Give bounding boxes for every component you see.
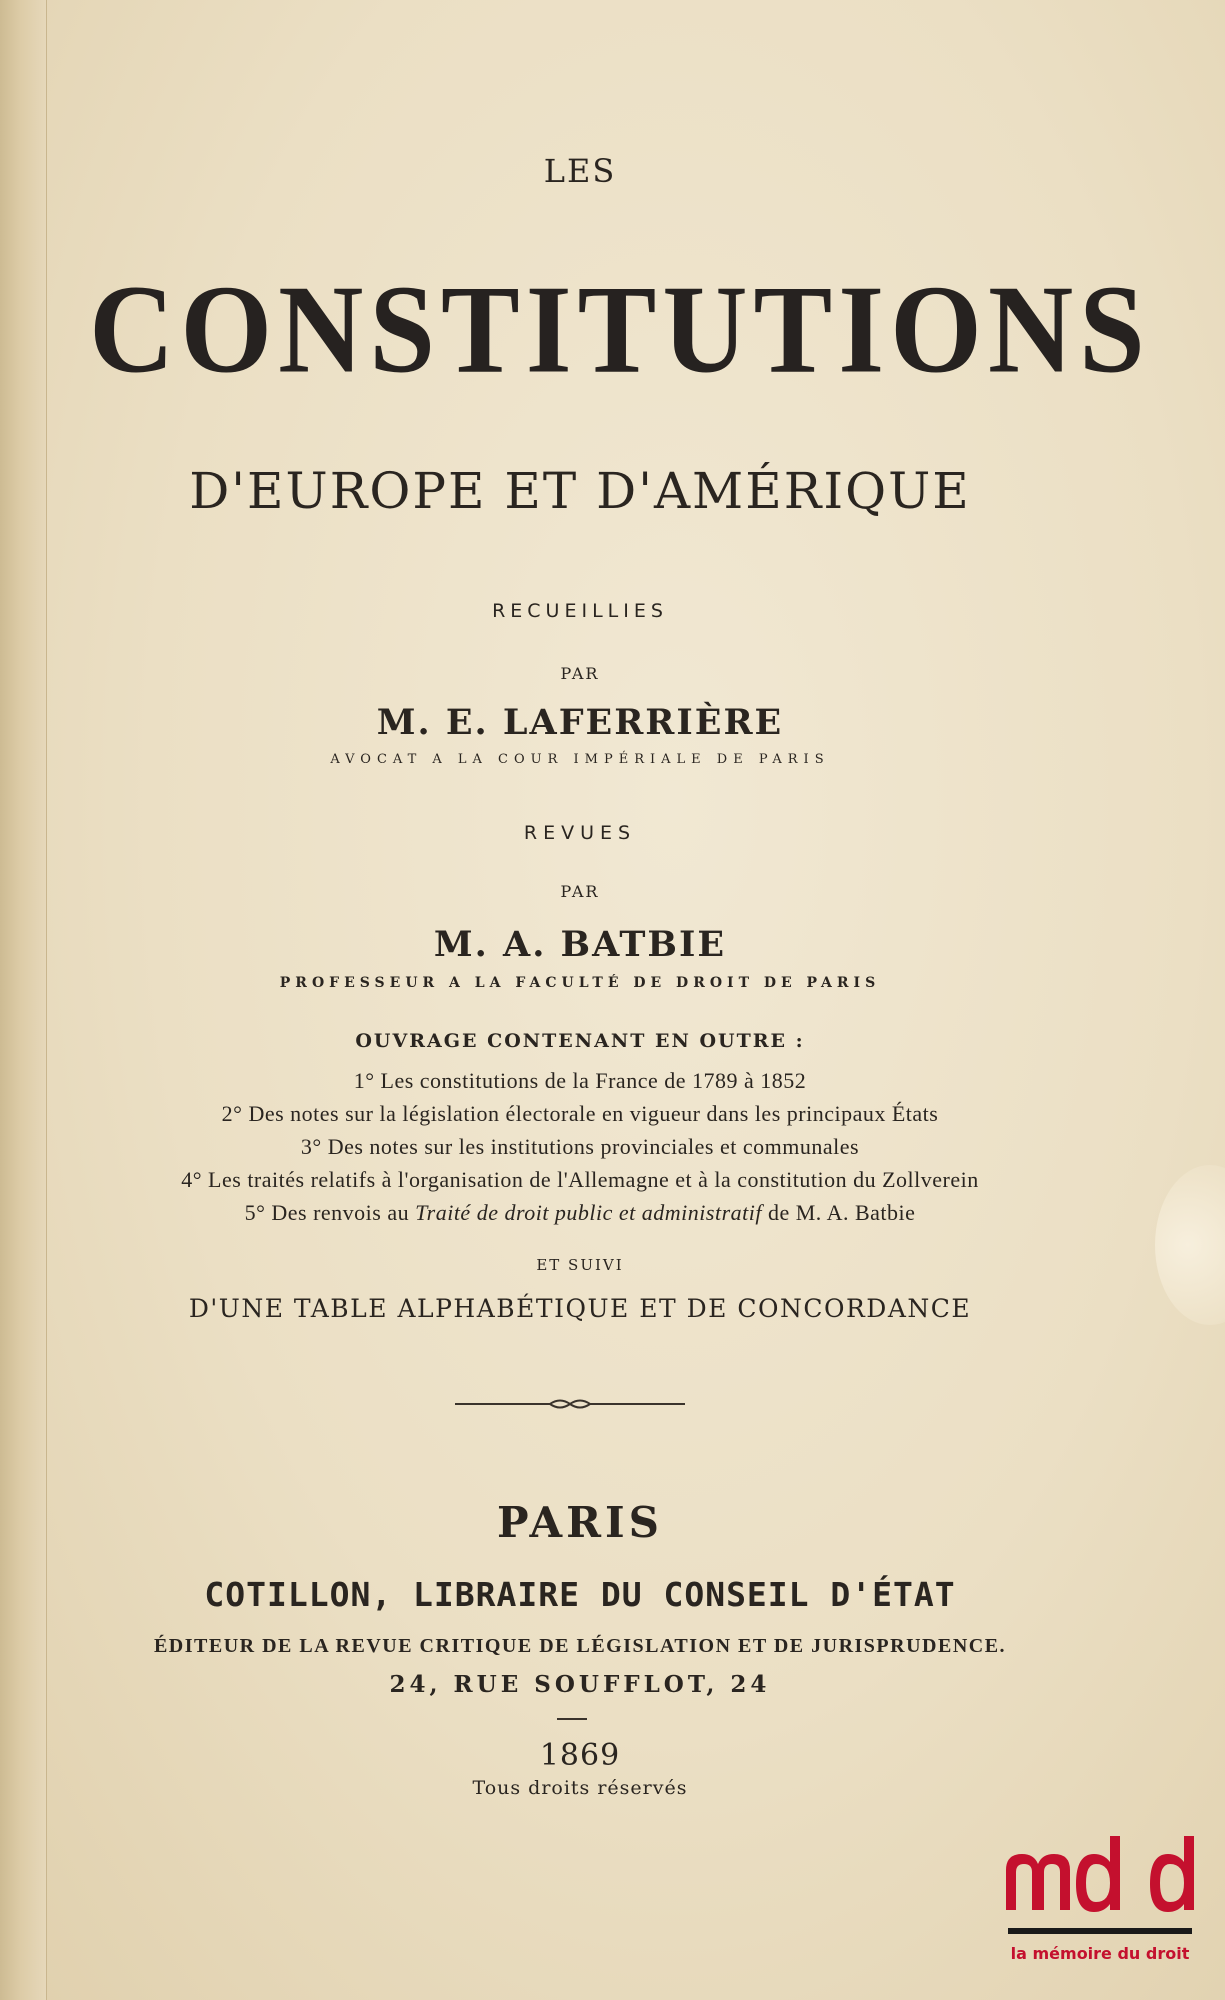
followed-label: ET SUIVI	[536, 1256, 624, 1274]
contents-item-italic-title: Traité de droit public et administratif	[415, 1200, 762, 1225]
by-label-1: PAR	[560, 664, 600, 683]
mdd-tagline: la mémoire du droit	[1010, 1944, 1190, 1963]
table-line: D'UNE TABLE ALPHABÉTIQUE ET DE CONCORDANCE	[188, 1294, 972, 1323]
author-2-name: M. A. BATBIE	[433, 924, 727, 965]
collected-label: RECUEILLIES	[492, 600, 668, 622]
title-article: LES	[543, 152, 617, 190]
imprint-address: 24, RUE SOUFFLOT, 24	[389, 1671, 771, 1698]
subtitle: D'EUROPE ET D'AMÉRIQUE	[189, 462, 971, 520]
contents-item: 3° Des notes sur les institutions provinciales et communales	[300, 1134, 860, 1159]
author-1-role: AVOCAT A LA COUR IMPÉRIALE DE PARIS	[330, 752, 830, 767]
contents-item: 1° Les constitutions de la France de 1789 à 1852	[353, 1068, 807, 1093]
author-1-name: M. E. LAFERRIÈRE	[376, 702, 784, 743]
contents-item: 4° Les traités relatifs à l'organisation de l'Allemagne et à la constitution du Zollverein	[181, 1167, 979, 1192]
logo-bar	[1008, 1928, 1192, 1934]
contents-item-prefix: 5° Des renvois au	[244, 1200, 416, 1225]
contents-item-suffix: de M. A. Batbie	[761, 1200, 916, 1225]
imprint-year: 1869	[539, 1738, 621, 1773]
ornament-divider	[455, 1397, 685, 1411]
contents-heading: OUVRAGE CONTENANT EN OUTRE :	[355, 1030, 805, 1052]
imprint-city: PARIS	[497, 1498, 663, 1547]
divider-dash	[557, 1718, 587, 1720]
author-2-role: PROFESSEUR A LA FACULTÉ DE DROIT DE PARIS	[279, 975, 881, 991]
imprint-publisher-note: ÉDITEUR DE LA REVUE CRITIQUE DE LÉGISLATION ET DE JURISPRUDENCE.	[153, 1635, 1007, 1657]
mdd-watermark-logo	[1000, 1832, 1200, 1982]
imprint-rights: Tous droits réservés	[472, 1777, 688, 1799]
by-label-2: PAR	[560, 882, 600, 901]
contents-item	[0, 1196, 1160, 1229]
revised-label: REVUES	[523, 822, 637, 844]
book-binding-edge	[0, 0, 47, 2000]
mdd-logo-icon	[1000, 1832, 1200, 1912]
contents-list	[0, 1064, 1160, 1229]
main-title: CONSTITUTIONS	[89, 259, 1151, 400]
contents-item: 2° Des notes sur la législation électorale en vigueur dans les principaux États	[221, 1101, 939, 1126]
imprint-publisher: COTILLON, LIBRAIRE DU CONSEIL D'ÉTAT	[204, 1575, 956, 1614]
paper-stain	[1155, 1165, 1225, 1325]
